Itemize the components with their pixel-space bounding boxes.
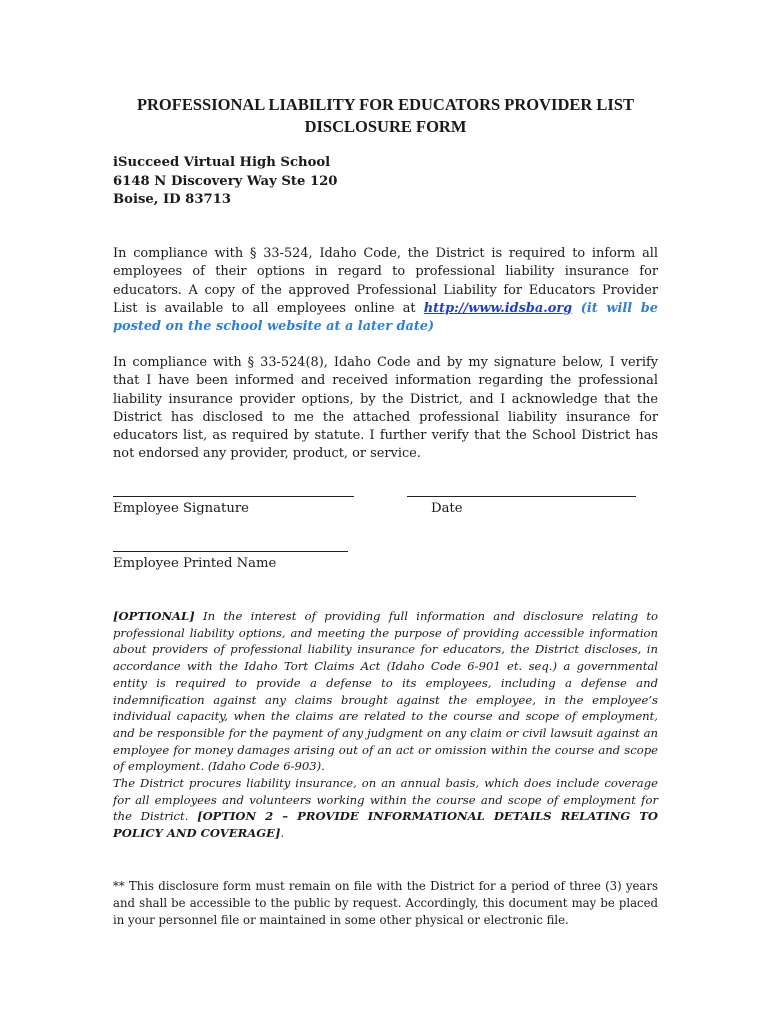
school-address — [113, 154, 337, 210]
compliance-paragraph — [113, 245, 658, 336]
school-city: Boise, ID 83713 — [113, 192, 232, 207]
optional-text: In the interest of providing full information and disclosure relating to professional liability options, and meeting the purpose of providing accessible information about providers of professional liability insurance for educators, the District discloses, in accordance with the Idaho Tort Claims Act (Idaho Code 6-901 et. seq.) a governmental entity is required to provide a defense to its employees, including a defense and indemnification against any claims brought against the employee, in the employee’s individual capacity, when the claims are related to the course and scope of employment, and be responsible for the payment of any judgment on any claim or civil lawsuit against an employee for money damages arising out of an act or omission within the course and scope of employment. (Idaho Code 6-903). — [113, 609, 658, 774]
employee-signature-line[interactable] — [113, 496, 354, 497]
date-label: Date — [431, 501, 463, 516]
school-name: iSucceed Virtual High School — [113, 155, 331, 170]
date-line[interactable] — [407, 496, 636, 497]
footer-note: ** This disclosure form must remain on file with the District for a period of three (3) years and shall be accessible to the public by request. Accordingly, this document may be placed in your personnel file or maintained in some other physical or electronic file. — [113, 879, 658, 927]
verification-paragraph: In compliance with § 33-524(8), Idaho Code and by my signature below, I verify that I have been informed and received information regarding the professional liability insurance provider options, by the District, and I acknowledge that the District has disclosed to me the attached professional liability insurance for educators list, as required by statute. I further verify that the School District has not endorsed any provider, product, or service. — [113, 355, 658, 462]
district-paragraph — [113, 775, 658, 842]
title-line-1: PROFESSIONAL LIABILITY FOR EDUCATORS PROVIDER LIST — [136, 95, 635, 114]
district-text: The District procures liability insurance, on an annual basis, which does include coverage for all employees and volunteers working within the course and scope of employment for the District. — [113, 776, 658, 824]
district-end: . — [280, 826, 285, 841]
idsba-link[interactable]: http://www.idsba.org — [423, 300, 573, 316]
title-line-2: DISCLOSURE FORM — [304, 117, 467, 136]
compliance-text: In compliance with § 33-524, Idaho Code, the District is required to inform all employees of their options in regard to professional liability insurance for educators. A copy of the approved Professional Liability for Educators Provider List is available to all employees online at — [113, 246, 658, 316]
page-title — [113, 94, 658, 138]
printed-name-line[interactable] — [113, 551, 348, 552]
school-street: 6148 N Discovery Way Ste 120 — [113, 173, 338, 189]
optional-paragraph — [113, 608, 658, 775]
website-note: (it will be posted on the school website at a later date) — [113, 300, 658, 335]
option-2-tag: [OPTION 2 – PROVIDE INFORMATIONAL DETAILS RELATING TO POLICY AND COVERAGE] — [113, 809, 659, 841]
printed-name-label: Employee Printed Name — [113, 556, 277, 571]
employee-signature-label: Employee Signature — [113, 501, 249, 516]
optional-tag: [OPTIONAL] — [113, 609, 195, 623]
